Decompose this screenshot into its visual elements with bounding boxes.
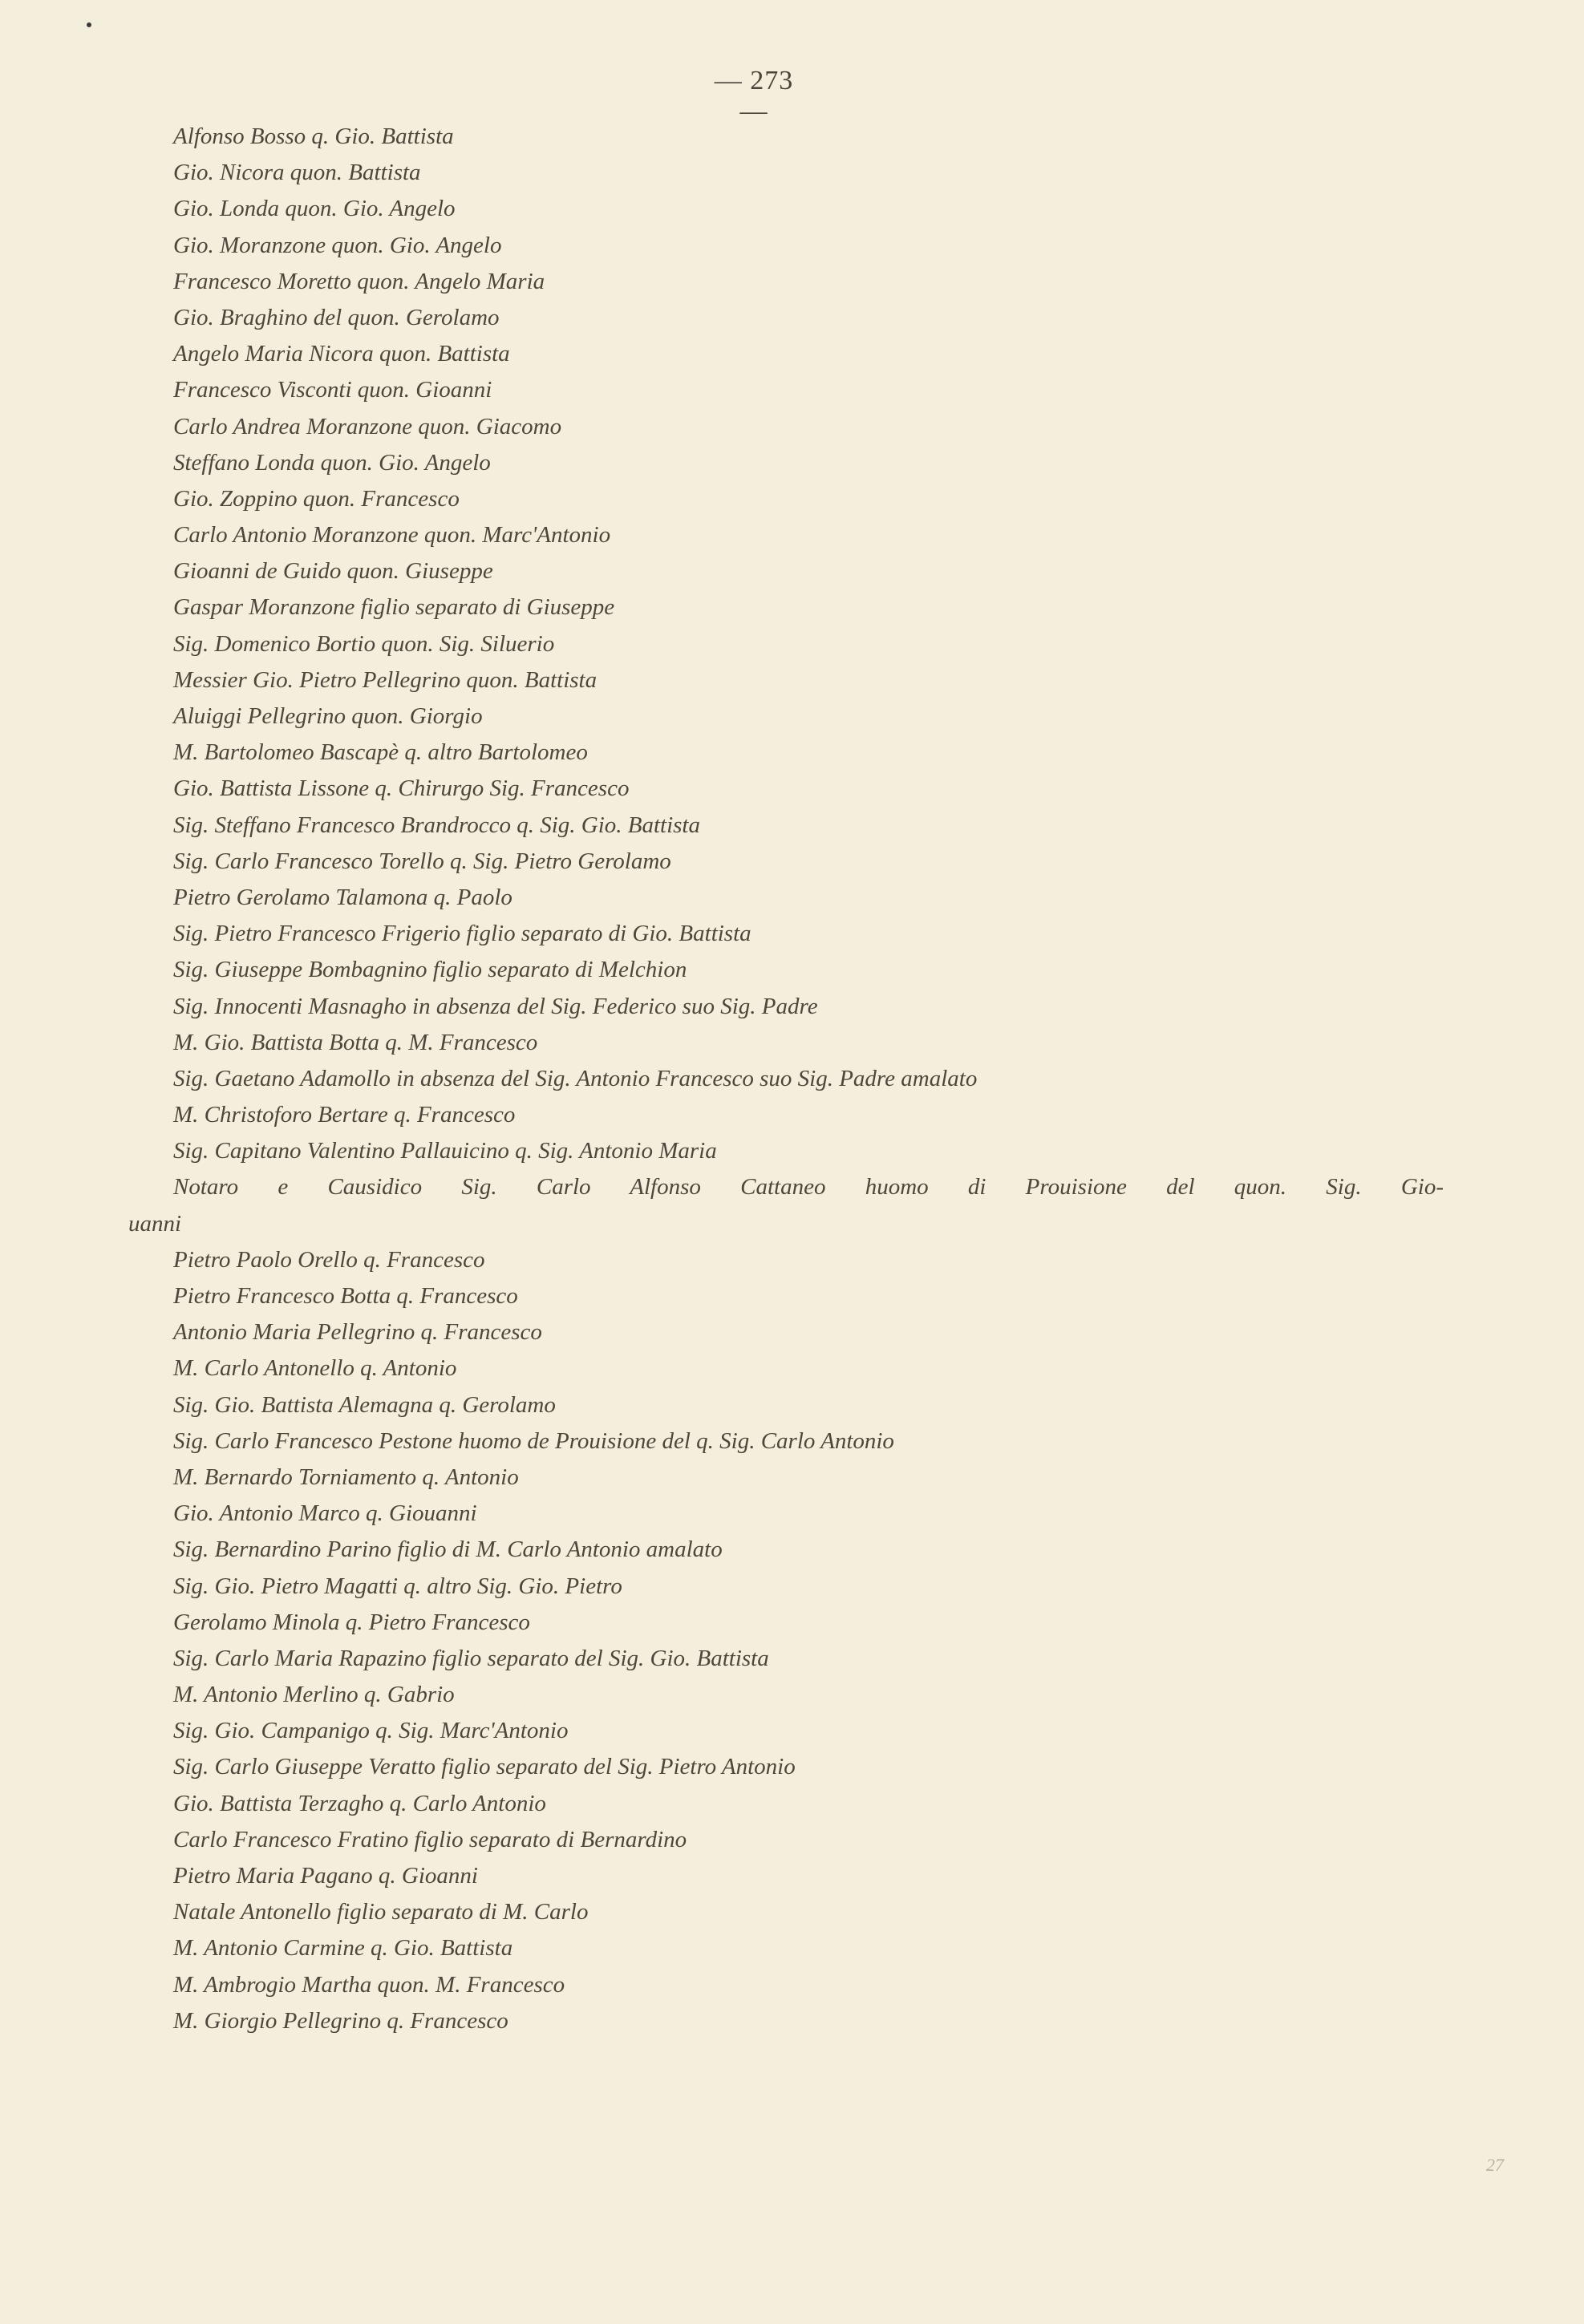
name-list	[128, 119, 1444, 2039]
list-item: M. Bernardo Torniamento q. Antonio	[173, 1464, 519, 1490]
list-item: Gio. Zoppino quon. Francesco	[173, 485, 460, 512]
list-item: Sig. Domenico Bortio quon. Sig. Siluerio	[173, 630, 555, 657]
list-item: Messier Gio. Pietro Pellegrino quon. Battista	[173, 666, 598, 693]
page-number: — 273 —	[714, 66, 794, 126]
list-item: Gerolamo Minola q. Pietro Francesco	[173, 1609, 530, 1635]
wrapped-list-item	[128, 1169, 1444, 1241]
list-item: Sig. Carlo Maria Rapazino figlio separato del Sig. Gio. Battista	[173, 1645, 769, 1671]
ink-speck	[87, 22, 91, 27]
list-item: Sig. Steffano Francesco Brandrocco q. Sig. Gio. Battista	[173, 812, 700, 838]
list-item: Alfonso Bosso q. Gio. Battista	[173, 123, 454, 149]
list-item: Aluiggi Pellegrino quon. Giorgio	[173, 703, 483, 729]
list-item: Gio. Nicora quon. Battista	[173, 160, 421, 186]
list-item: M. Carlo Antonello q. Antonio	[173, 1355, 457, 1382]
list-item: Angelo Maria Nicora quon. Battista	[173, 341, 510, 367]
list-item: Sig. Innocenti Masnagho in absenza del Sig. Federico suo Sig. Padre	[173, 993, 818, 1019]
list-item: Sig. Gio. Campanigo q. Sig. Marc'Antonio	[173, 1718, 569, 1744]
list-item: Gaspar Moranzone figlio separato di Giuseppe	[173, 594, 615, 621]
list-item: Steffano Londa quon. Gio. Angelo	[173, 449, 491, 476]
list-item: M. Antonio Merlino q. Gabrio	[173, 1682, 455, 1708]
list-item: Sig. Carlo Francesco Pestone huomo de Prouisione del q. Sig. Carlo Antonio	[173, 1427, 894, 1454]
list-item: Sig. Gaetano Adamollo in absenza del Sig. Antonio Francesco suo Sig. Padre amalato	[173, 1065, 978, 1091]
signature-mark: 27	[1486, 2155, 1504, 2175]
list-item: Gioanni de Guido quon. Giuseppe	[173, 558, 493, 585]
list-item: Sig. Pietro Francesco Frigerio figlio separato di Gio. Battista	[173, 921, 751, 947]
list-item: Francesco Moretto quon. Angelo Maria	[173, 268, 545, 294]
list-item: Antonio Maria Pellegrino q. Francesco	[173, 1319, 542, 1346]
list-item: Francesco Visconti quon. Gioanni	[173, 377, 492, 403]
list-item: Sig. Gio. Pietro Magatti q. altro Sig. Gio. Pietro	[173, 1573, 622, 1599]
list-item: Pietro Francesco Botta q. Francesco	[173, 1283, 518, 1310]
list-item: Carlo Antonio Moranzone quon. Marc'Antonio	[173, 522, 611, 549]
list-item: Pietro Gerolamo Talamona q. Paolo	[173, 884, 512, 910]
wrapped-first-line: Notaro e Causidico Sig. Carlo Alfonso Cattaneo huomo di Prouisione del quon. Sig. Gio-	[173, 1174, 1444, 1200]
list-item: Carlo Francesco Fratino figlio separato di Bernardino	[173, 1826, 687, 1852]
list-item: Sig. Giuseppe Bombagnino figlio separato di Melchion	[173, 957, 687, 983]
list-item: M. Bartolomeo Bascapè q. altro Bartolomeo	[173, 739, 588, 766]
list-item: M. Giorgio Pellegrino q. Francesco	[173, 2007, 508, 2034]
list-item: Sig. Carlo Francesco Torello q. Sig. Pietro Gerolamo	[173, 848, 671, 874]
list-item: Carlo Andrea Moranzone quon. Giacomo	[173, 413, 562, 439]
list-item: Gio. Antonio Marco q. Giouanni	[173, 1500, 477, 1527]
list-item: Pietro Maria Pagano q. Gioanni	[173, 1863, 478, 1889]
list-item: Gio. Londa quon. Gio. Angelo	[173, 196, 456, 222]
list-item: Sig. Bernardino Parino figlio di M. Carlo Antonio amalato	[173, 1537, 723, 1563]
list-item: M. Ambrogio Martha quon. M. Francesco	[173, 1971, 565, 1998]
list-item: Pietro Paolo Orello q. Francesco	[173, 1246, 485, 1273]
list-item: Sig. Gio. Battista Alemagna q. Gerolamo	[173, 1391, 556, 1418]
list-item: M. Gio. Battista Botta q. M. Francesco	[173, 1029, 538, 1055]
list-item: Gio. Braghino del quon. Gerolamo	[173, 304, 500, 330]
wrapped-second-line: uanni	[128, 1210, 182, 1237]
list-item: Sig. Capitano Valentino Pallauicino q. Sig. Antonio Maria	[173, 1138, 717, 1164]
list-item: M. Christoforo Bertare q. Francesco	[173, 1102, 516, 1128]
list-item: M. Antonio Carmine q. Gio. Battista	[173, 1935, 513, 1962]
list-item: Gio. Battista Lissone q. Chirurgo Sig. Francesco	[173, 775, 630, 802]
list-item: Natale Antonello figlio separato di M. Carlo	[173, 1899, 589, 1925]
list-item: Sig. Carlo Giuseppe Veratto figlio separato del Sig. Pietro Antonio	[173, 1754, 796, 1780]
list-item: Gio. Moranzone quon. Gio. Angelo	[173, 232, 502, 258]
list-item: Gio. Battista Terzagho q. Carlo Antonio	[173, 1790, 546, 1816]
